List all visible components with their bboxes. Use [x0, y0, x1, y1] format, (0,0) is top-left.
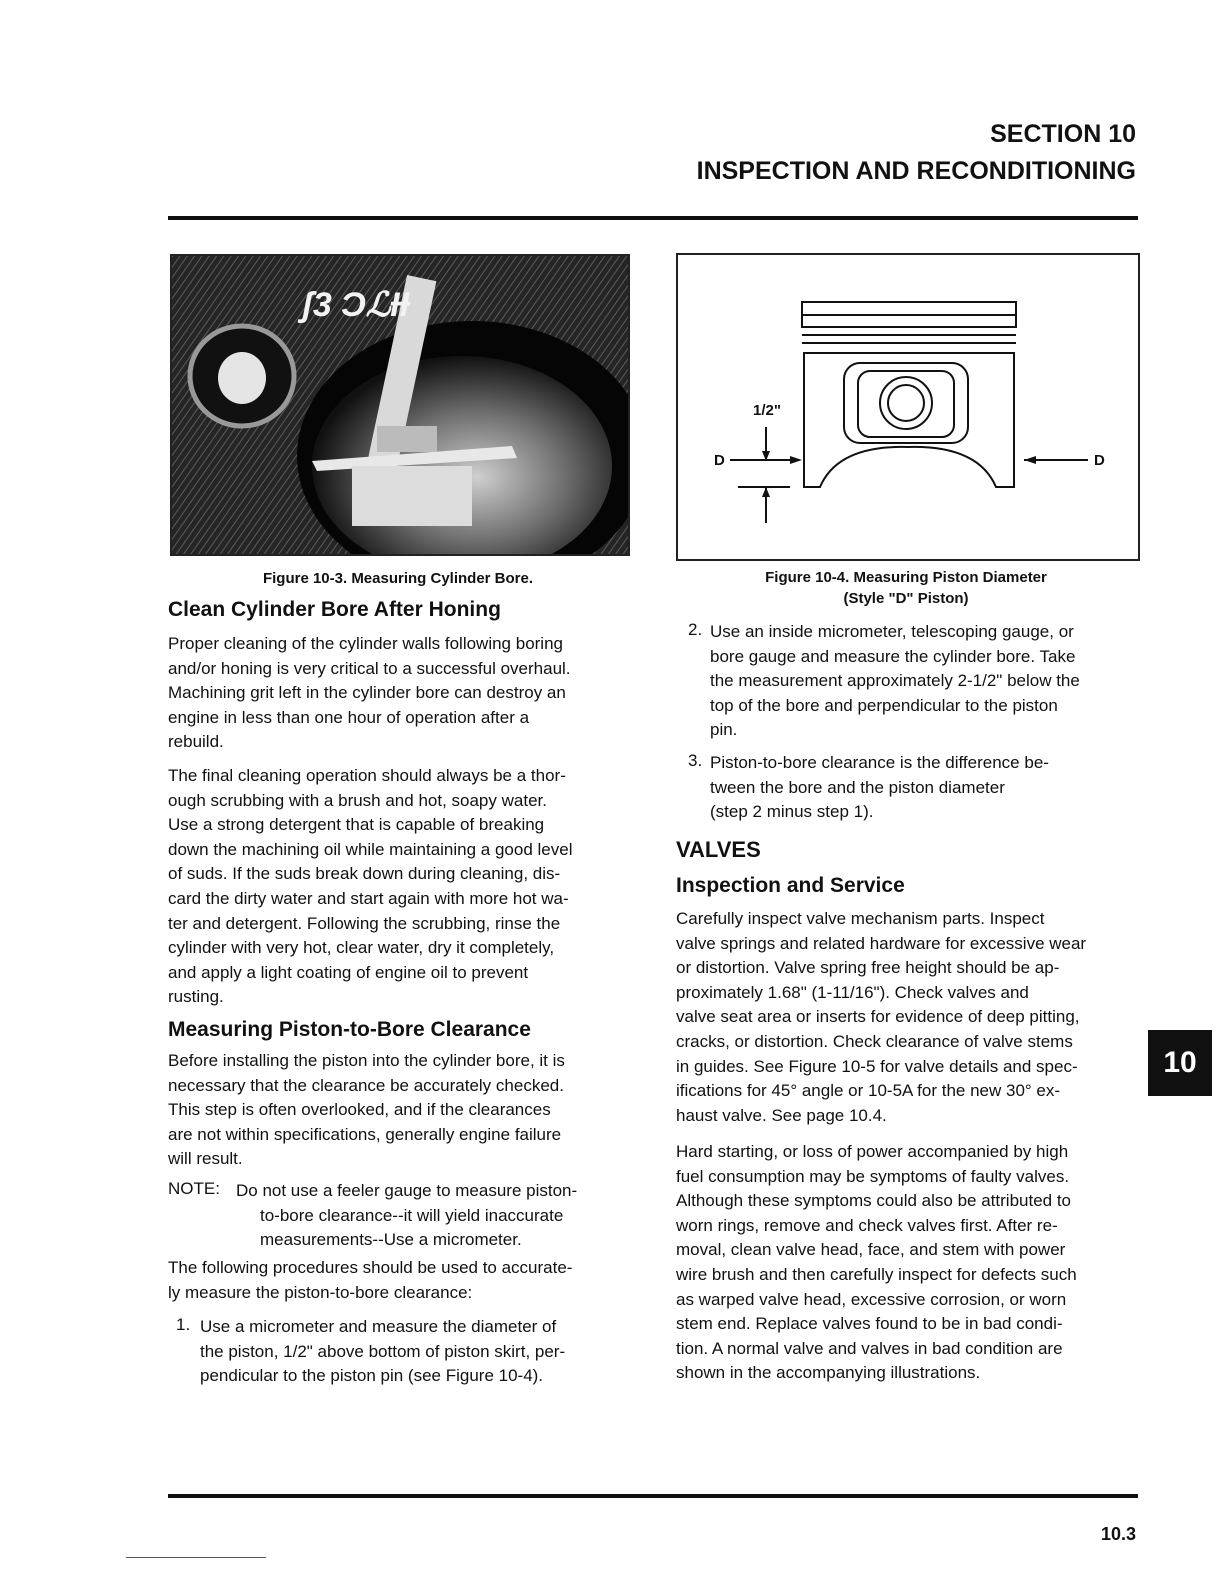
text-line: valve springs and related hardware for excessive wear — [676, 933, 1087, 953]
text-line: valve seat area or inserts for evidence of deep pitting, — [676, 1007, 1080, 1027]
step-2-number: 2. — [688, 620, 703, 639]
text-line: pendicular to the piston pin (see Figure 10-4). — [200, 1366, 544, 1386]
text-line: and apply a light coating of engine oil to prevent — [168, 962, 529, 982]
text-line: will result. — [168, 1149, 243, 1169]
text-line: (step 2 minus step 1). — [710, 802, 874, 822]
text-line: This step is often overlooked, and if the clearances — [168, 1100, 551, 1120]
piston-diagram — [678, 255, 1138, 559]
d-left-label: D — [714, 452, 725, 469]
text-line: measurements--Use a micrometer. — [260, 1230, 522, 1250]
text-line: the piston, 1/2" above bottom of piston skirt, per- — [200, 1341, 566, 1361]
text-line: Machining grit left in the cylinder bore can destroy an — [168, 683, 566, 703]
heading-clean-cylinder-bore: Clean Cylinder Bore After Honing — [168, 598, 501, 621]
text-line: the measurement approximately 2-1/2" below the — [710, 671, 1080, 691]
paragraph-following — [168, 1256, 572, 1305]
note-label: NOTE: — [168, 1179, 220, 1198]
half-inch-label: 1/2" — [753, 402, 781, 419]
text-line: Use a micrometer and measure the diameter of — [200, 1317, 557, 1336]
text-line: The final cleaning operation should always be a thor- — [168, 766, 566, 785]
footer-rule — [168, 1494, 1138, 1498]
figure-10-4-caption-line2: (Style "D" Piston) — [843, 590, 969, 607]
text-line: Use an inside micrometer, telescoping gauge, or — [710, 622, 1074, 641]
text-line: cylinder with very hot, clear water, dry it completely, — [168, 938, 555, 958]
step-1-number: 1. — [176, 1315, 191, 1334]
text-line: Piston-to-bore clearance is the difference be- — [710, 753, 1049, 772]
d-right-label: D — [1094, 452, 1105, 469]
text-line: bore gauge and measure the cylinder bore. Take — [710, 646, 1076, 666]
text-line: of suds. If the suds break down during cleaning, dis- — [168, 864, 561, 884]
text-line: are not within specifications, generally engine failure — [168, 1124, 562, 1144]
text-line: top of the bore and perpendicular to the piston — [710, 695, 1058, 715]
text-line: and/or honing is very critical to a successful overhaul. — [168, 658, 571, 678]
text-line: ifications for 45° angle or 10-5A for the new 30° ex- — [676, 1081, 1061, 1101]
paragraph-clean-2 — [168, 764, 572, 1010]
heading-measuring-clearance: Measuring Piston-to-Bore Clearance — [168, 1018, 531, 1041]
text-line: proximately 1.68" (1-11/16"). Check valves and — [676, 982, 1029, 1002]
text-line: ly measure the piston-to-bore clearance: — [168, 1282, 473, 1302]
page-title: INSPECTION AND RECONDITIONING — [696, 157, 1136, 185]
text-line: in guides. See Figure 10-5 for valve details and spec- — [676, 1056, 1078, 1076]
section-number: SECTION 10 — [990, 120, 1136, 148]
page-number: 10.3 — [1100, 1524, 1136, 1544]
text-line: engine in less than one hour of operation after a — [168, 707, 530, 727]
text-line: haust valve. See page 10.4. — [676, 1105, 887, 1125]
text-line: Hard starting, or loss of power accompanied by high — [676, 1142, 1069, 1161]
figure-10-4-caption — [676, 567, 1136, 609]
step-3-text — [710, 751, 1049, 825]
note-text — [236, 1179, 577, 1253]
header-rule — [168, 216, 1138, 220]
text-line: card the dirty water and start again with more hot wa- — [168, 888, 569, 908]
text-line: tion. A normal valve and valves in bad condition are — [676, 1338, 1063, 1358]
paragraph-clean-1 — [168, 632, 571, 755]
text-line: shown in the accompanying illustrations. — [676, 1363, 981, 1383]
text-line: ough scrubbing with a brush and hot, soapy water. — [168, 790, 547, 810]
figure-10-3-photo — [170, 254, 630, 556]
paragraph-valves-1 — [676, 907, 1086, 1128]
section-tab: 10 — [1148, 1030, 1212, 1096]
cylinder-bore-photo-image — [172, 256, 628, 554]
paragraph-valves-2 — [676, 1140, 1077, 1386]
step-1-text — [200, 1315, 565, 1389]
text-line: down the machining oil while maintaining a good level — [168, 839, 573, 859]
figure-10-4-diagram — [676, 253, 1140, 561]
text-line: or distortion. Valve spring free height should be ap- — [676, 958, 1060, 978]
text-line: fuel consumption may be symptoms of faulty valves. — [676, 1166, 1070, 1186]
step-2-text — [710, 620, 1080, 743]
step-3-number: 3. — [688, 751, 703, 770]
text-line: wire brush and then carefully inspect for defects such — [676, 1264, 1077, 1284]
heading-valves: VALVES — [676, 837, 761, 862]
text-line: rusting. — [168, 987, 224, 1007]
paragraph-measure — [168, 1049, 565, 1172]
text-line: tween the bore and the piston diameter — [710, 777, 1005, 797]
text-line: Proper cleaning of the cylinder walls following boring — [168, 634, 563, 653]
photo-marking: ʃ3 ƆℒƗƗ — [302, 286, 410, 324]
text-line: necessary that the clearance be accurately checked. — [168, 1075, 564, 1095]
text-line: moval, clean valve head, face, and stem with power — [676, 1240, 1066, 1260]
text-line: Carefully inspect valve mechanism parts. Inspect — [676, 909, 1045, 928]
text-line: cracks, or distortion. Check clearance of valve stems — [676, 1031, 1073, 1051]
heading-inspection-service: Inspection and Service — [676, 874, 905, 897]
text-line: stem end. Replace valves found to be in bad condi- — [676, 1314, 1063, 1334]
text-line: Do not use a feeler gauge to measure piston- — [236, 1181, 578, 1200]
figure-10-3-caption: Figure 10-3. Measuring Cylinder Bore. — [262, 570, 534, 587]
text-line: as warped valve head, excessive corrosion, or worn — [676, 1289, 1067, 1309]
text-line: Before installing the piston into the cylinder bore, it is — [168, 1051, 565, 1070]
text-line: Although these symptoms could also be attributed to — [676, 1191, 1072, 1211]
text-line: pin. — [710, 720, 738, 740]
text-line: The following procedures should be used to accurate- — [168, 1258, 573, 1277]
figure-10-4-caption-line1: Figure 10-4. Measuring Piston Diameter — [765, 569, 1047, 586]
text-line: ter and detergent. Following the scrubbing, rinse the — [168, 913, 561, 933]
text-line: Use a strong detergent that is capable of breaking — [168, 815, 545, 835]
text-line: to-bore clearance--it will yield inaccurate — [260, 1205, 564, 1225]
text-line: worn rings, remove and check valves first. After re- — [676, 1215, 1058, 1235]
blue-underline — [126, 1557, 266, 1558]
text-line: rebuild. — [168, 732, 224, 752]
